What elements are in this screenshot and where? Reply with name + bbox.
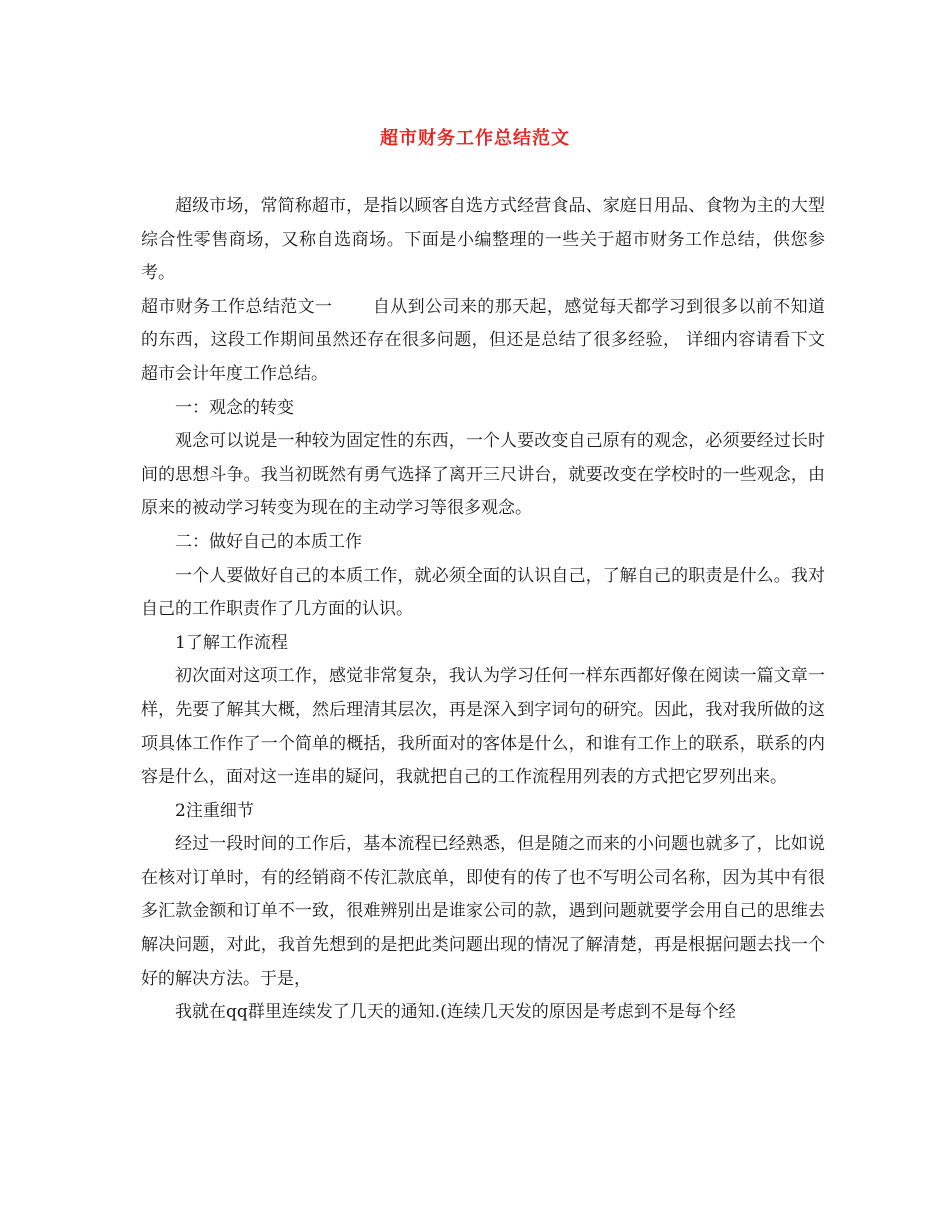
heading-core-work: 二：做好自己的本质工作 <box>175 531 362 552</box>
section1-text: 自从到公司来的那天起，感觉每天都学习到很多以前不知道的东西，这段工作期间虽然还存在很多问题，但还是总结了很多经验， 详细内容请看下文超市会计年度工作总结。 <box>141 296 826 384</box>
intro-paragraph: 超级市场，常简称超市，是指以顾客自选方式经营食品、家庭日用品、食物为主的大型综合性零售商场，又称自选商场。下面是小编整理的一些关于超市财务工作总结，供您参考。 <box>141 196 825 284</box>
section1-label: 超市财务工作总结范文一 <box>141 296 333 317</box>
paragraph-details: 经过一段时间的工作后，基本流程已经熟悉，但是随之而来的小问题也就多了，比如说在核对订单时，有的经销商不传汇款底单，即使有的传了也不写明公司名称，因为其中有很多汇款金额和订单不一致，很难辨别出是谁家公司的款，遇到问题就要学会用自己的思维去解决问题，对此，我首先想到的是把此类问题出现的情况了解清楚，再是根据问题去找一个好的解决方法。于是， <box>141 834 825 989</box>
heading-concept-change: 一：观念的转变 <box>175 397 294 418</box>
heading-workflow: 1了解工作流程 <box>175 632 288 653</box>
paragraph-core-work: 一个人要做好自己的本质工作，就必须全面的认识自己，了解自己的职责是什么。我对自己的工作职责作了几方面的认识。 <box>141 565 825 620</box>
document-body <box>141 190 825 1030</box>
paragraph-qq-notice: 我就在qq群里连续发了几天的通知.(连续几天发的原因是考虑到不是每个经 <box>175 1002 736 1023</box>
document-title: 超市财务工作总结范文 <box>380 128 570 149</box>
paragraph-concept-change: 观念可以说是一种较为固定性的东西，一个人要改变自己原有的观念，必须要经过长时间的思想斗争。我当初既然有勇气选择了离开三尺讲台，就要改变在学校时的一些观念，由原来的被动学习转变为现在的主动学习等很多观念。 <box>141 431 825 519</box>
section1-paragraph <box>141 291 825 392</box>
heading-details: 2注重细节 <box>175 800 254 821</box>
paragraph-workflow: 初次面对这项工作，感觉非常复杂，我认为学习任何一样东西都好像在阅读一篇文章一样，先要了解其大概，然后理清其层次，再是深入到字词句的研究。因此，我对我所做的这项具体工作作了一个简单的概括，我所面对的客体是什么，和谁有工作上的联系，联系的内容是什么，面对这一连串的疑问，我就把自己的工作流程用列表的方式把它罗列出来。 <box>141 666 825 788</box>
